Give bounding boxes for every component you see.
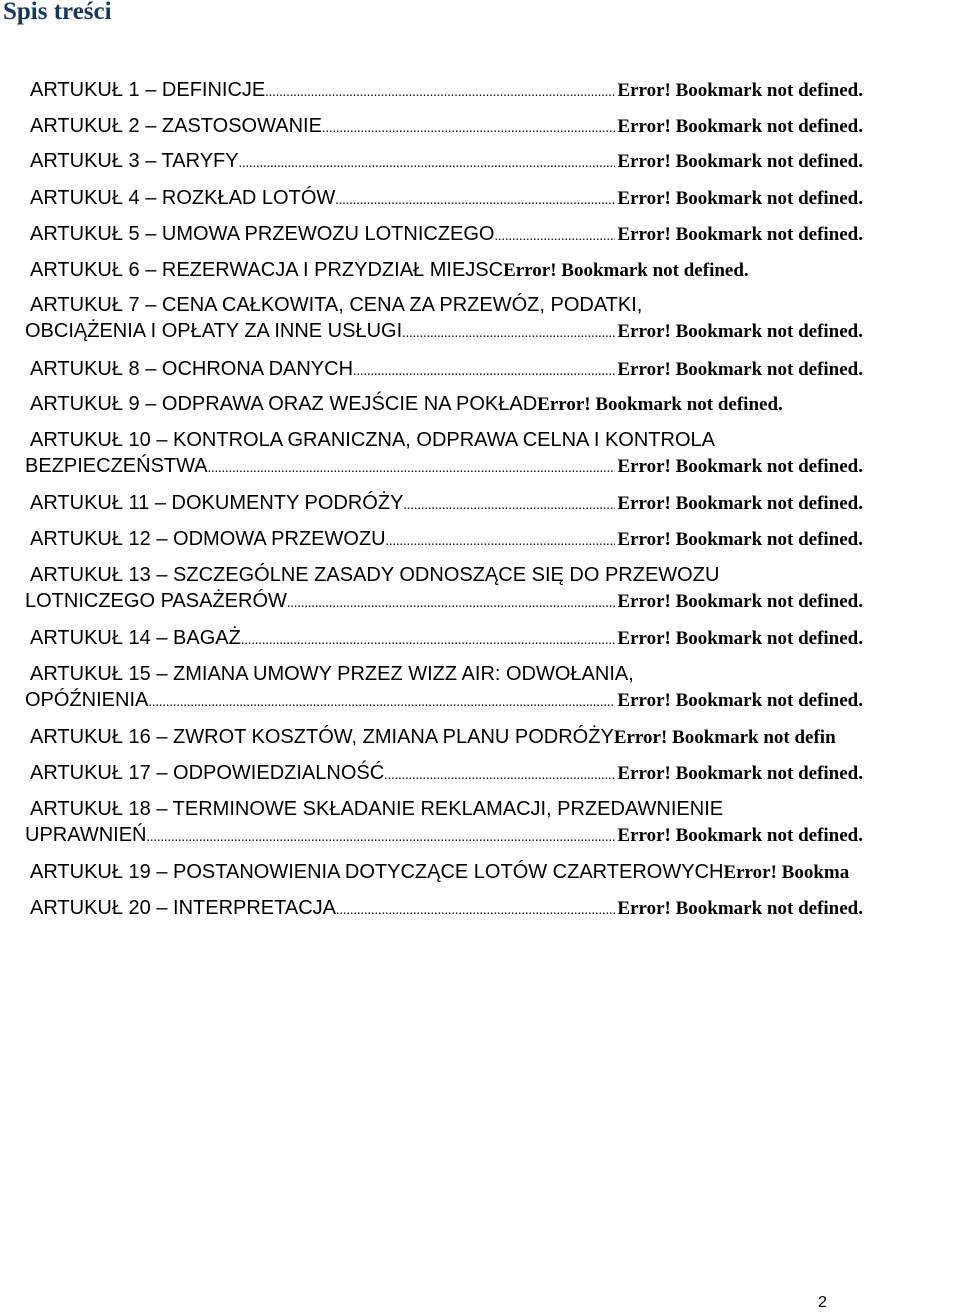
toc-entry-10[interactable] <box>25 427 960 479</box>
toc-entry-ref: Error! Bookmark not defined. <box>617 224 863 245</box>
toc-entry-8[interactable] <box>25 356 960 382</box>
toc-entry-ref: Error! Bookma <box>723 862 850 883</box>
toc-entry-ref: Error! Bookmark not defined. <box>617 151 863 172</box>
toc-entry-title: ARTUKUŁ 10 – KONTROLA GRANICZNA, ODPRAWA CELNA I KONTROLA <box>30 429 715 451</box>
toc-entry-ref: Error! Bookmark not defined. <box>503 260 749 281</box>
toc-entry-7[interactable] <box>25 292 960 344</box>
toc-entry-16[interactable] <box>25 724 960 750</box>
toc-entry-ref: Error! Bookmark not defined. <box>617 628 863 649</box>
dot-leader <box>386 529 616 552</box>
toc-entry-title-cont: BEZPIECZEŃSTWA <box>25 455 208 477</box>
toc-entry-title: ARTUKUŁ 3 – TARYFY <box>30 150 239 172</box>
toc-entry-4[interactable] <box>25 185 960 211</box>
toc-heading: Spis treści <box>3 0 112 25</box>
toc-entry-ref: Error! Bookmark not defined. <box>617 825 863 846</box>
toc-entry-5[interactable] <box>25 221 960 247</box>
page-number: 2 <box>818 1294 827 1311</box>
toc-entry-title: ARTUKUŁ 13 – SZCZEGÓLNE ZASADY ODNOSZĄCE SIĘ DO PRZEWOZU <box>30 564 720 586</box>
toc-entry-title-cont: OBCIĄŻENIA I OPŁATY ZA INNE USŁUGI <box>25 320 403 342</box>
dot-leader <box>239 151 616 174</box>
dot-leader <box>241 628 616 651</box>
dot-leader <box>402 321 615 344</box>
toc-entry-title-cont: UPRAWNIEŃ <box>25 824 147 846</box>
dot-leader <box>353 359 615 382</box>
toc-entry-11[interactable] <box>25 490 960 516</box>
dot-leader <box>265 80 615 103</box>
dot-leader <box>495 224 616 247</box>
toc-entry-ref: Error! Bookmark not defined. <box>537 394 783 415</box>
toc-entry-title-cont: OPÓŹNIENIA <box>25 689 149 711</box>
toc-entry-14[interactable] <box>25 625 960 651</box>
toc-entry-3[interactable] <box>25 148 960 174</box>
toc-entry-title: ARTUKUŁ 16 – ZWROT KOSZTÓW, ZMIANA PLANU PODRÓŻY <box>30 726 614 748</box>
toc-entry-title-cont: LOTNICZEGO PASAŻERÓW <box>25 590 287 612</box>
toc-entry-title: ARTUKUŁ 6 – REZERWACJA I PRZYDZIAŁ MIEJSC <box>30 259 504 281</box>
toc-entry-title: ARTUKUŁ 9 – ODPRAWA ORAZ WEJŚCIE NA POKŁAD <box>30 393 538 415</box>
toc-entry-20[interactable] <box>25 895 960 921</box>
dot-leader <box>403 493 615 516</box>
toc-entry-title: ARTUKUŁ 18 – TERMINOWE SKŁADANIE REKLAMACJI, PRZEDAWNIENIE <box>30 798 724 820</box>
toc-entry-title: ARTUKUŁ 15 – ZMIANA UMOWY PRZEZ WIZZ AIR: ODWOŁANIA, <box>30 663 634 685</box>
dot-leader <box>336 898 615 921</box>
toc-entry-ref: Error! Bookmark not defined. <box>617 321 863 342</box>
dot-leader <box>384 763 615 786</box>
toc-entry-ref: Error! Bookmark not defined. <box>617 898 863 919</box>
toc-entry-2[interactable] <box>25 113 960 139</box>
toc-entry-ref: Error! Bookmark not defined. <box>617 591 863 612</box>
toc-entry-title: ARTUKUŁ 1 – DEFINICJE <box>30 79 266 101</box>
toc-entry-ref: Error! Bookmark not defined. <box>617 359 863 380</box>
toc-entry-9[interactable] <box>25 391 960 417</box>
toc-entry-title: ARTUKUŁ 12 – ODMOWA PRZEWOZU <box>30 528 386 550</box>
toc-entry-title: ARTUKUŁ 11 – DOKUMENTY PODRÓŻY <box>30 492 404 514</box>
toc-entry-18[interactable] <box>25 796 960 848</box>
toc-entry-title: ARTUKUŁ 14 – BAGAŻ <box>30 627 241 649</box>
dot-leader <box>287 591 616 614</box>
dot-leader <box>322 116 615 139</box>
toc-entry-1[interactable] <box>25 77 960 103</box>
toc-entry-ref: Error! Bookmark not defined. <box>617 116 863 137</box>
toc-entry-6[interactable] <box>25 257 960 283</box>
toc-entry-13[interactable] <box>25 562 960 614</box>
toc-entry-title: ARTUKUŁ 4 – ROZKŁAD LOTÓW <box>30 187 336 209</box>
toc-entry-title: ARTUKUŁ 19 – POSTANOWIENIA DOTYCZĄCE LOTÓW CZARTEROWYCH <box>30 861 724 883</box>
toc-entry-ref: Error! Bookmark not defined. <box>617 690 863 711</box>
toc-entry-ref: Error! Bookmark not defined. <box>617 188 863 209</box>
dot-leader <box>208 456 616 479</box>
toc-entry-title: ARTUKUŁ 8 – OCHRONA DANYCH <box>30 358 354 380</box>
toc-entry-17[interactable] <box>25 760 960 786</box>
toc-entry-ref: Error! Bookmark not defined. <box>617 80 863 101</box>
toc-entry-title: ARTUKUŁ 20 – INTERPRETACJA <box>30 897 337 919</box>
dot-leader <box>146 825 615 848</box>
dot-leader <box>335 188 615 211</box>
toc-entry-15[interactable] <box>25 661 960 713</box>
dot-leader <box>148 690 615 713</box>
toc-entry-ref: Error! Bookmark not defined. <box>617 763 863 784</box>
toc-entry-ref: Error! Bookmark not defined. <box>617 456 863 477</box>
toc-entry-title: ARTUKUŁ 5 – UMOWA PRZEWOZU LOTNICZEGO <box>30 223 495 245</box>
toc-entry-ref: Error! Bookmark not defined. <box>617 493 863 514</box>
toc-entry-19[interactable] <box>25 859 960 885</box>
toc-entry-ref: Error! Bookmark not defin <box>613 727 836 748</box>
toc-entry-title: ARTUKUŁ 7 – CENA CAŁKOWITA, CENA ZA PRZEWÓZ, PODATKI, <box>30 294 643 316</box>
toc-entry-title: ARTUKUŁ 2 – ZASTOSOWANIE <box>30 115 322 137</box>
toc-entry-ref: Error! Bookmark not defined. <box>617 529 863 550</box>
toc-entry-12[interactable] <box>25 526 960 552</box>
toc-entry-title: ARTUKUŁ 17 – ODPOWIEDZIALNOŚĆ <box>30 762 385 784</box>
